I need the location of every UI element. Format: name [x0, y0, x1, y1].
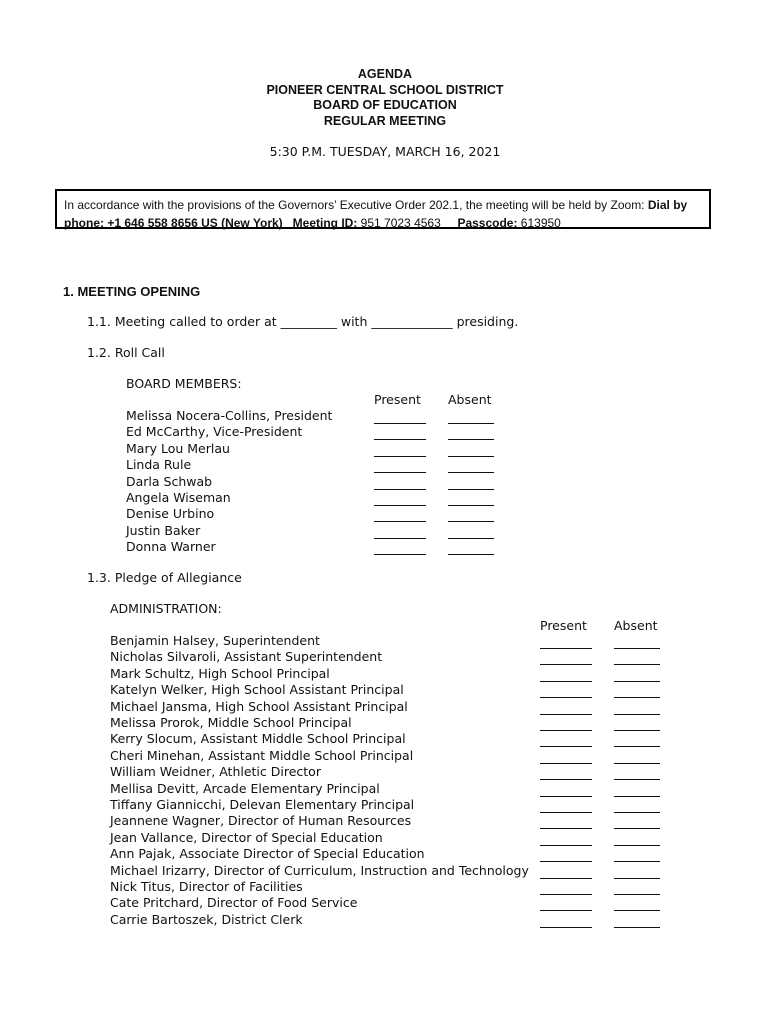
- attendee-name: Linda Rule: [126, 457, 192, 473]
- present-blank: [540, 910, 592, 911]
- absent-blank: [614, 861, 660, 862]
- attendee-name: Mellisa Devitt, Arcade Elementary Principal: [110, 780, 380, 796]
- attendee-name: Kerry Slocum, Assistant Middle School Principal: [110, 731, 406, 747]
- absent-blank: [614, 648, 660, 649]
- attendee-name: William Weidner, Athletic Director: [110, 764, 321, 780]
- present-blank: [540, 730, 592, 731]
- present-blank: [540, 697, 592, 698]
- present-blank: [540, 648, 592, 649]
- attendee-name: Mary Lou Merlau: [126, 440, 230, 456]
- attendee-name: Michael Jansma, High School Assistant Principal: [110, 698, 408, 714]
- absent-blank: [614, 779, 660, 780]
- item-roll-call: 1.2. Roll Call: [87, 345, 165, 360]
- absent-blank: [448, 456, 494, 457]
- attendee-name: Jeannene Wagner, Director of Human Resources: [110, 813, 412, 829]
- present-blank: [540, 681, 592, 682]
- absent-blank: [614, 763, 660, 764]
- dial-info: Dial by phone: +1 646 558 8656 US (New York): [64, 198, 688, 230]
- absent-blank: [614, 664, 660, 665]
- present-blank: [374, 538, 426, 539]
- attendee-name: Michael Irizarry, Director of Curriculum, Instruction and Technology: [110, 862, 529, 878]
- present-blank: [540, 796, 592, 797]
- present-blank: [540, 763, 592, 764]
- absent-blank: [614, 927, 660, 928]
- absent-blank: [614, 845, 660, 846]
- present-blank: [374, 554, 426, 555]
- absent-blank: [614, 796, 660, 797]
- section-meeting-opening: 1. MEETING OPENING: [63, 284, 201, 299]
- passcode-value: 613950: [517, 216, 561, 230]
- present-blank: [540, 812, 592, 813]
- admin-present-label: Present: [540, 618, 587, 633]
- absent-blank: [614, 746, 660, 747]
- absent-blank: [614, 878, 660, 879]
- attendee-name: Denise Urbino: [126, 506, 215, 522]
- item-pledge: 1.3. Pledge of Allegiance: [87, 570, 242, 585]
- board-name: BOARD OF EDUCATION: [313, 98, 457, 112]
- attendee-name: Ann Pajak, Associate Director of Special Education: [110, 846, 425, 862]
- board-absent-label: Absent: [448, 392, 492, 407]
- absent-blank: [448, 439, 494, 440]
- absent-blank: [448, 489, 494, 490]
- absent-blank: [614, 714, 660, 715]
- present-blank: [374, 521, 426, 522]
- absent-blank: [614, 894, 660, 895]
- absent-blank: [614, 697, 660, 698]
- present-blank: [540, 664, 592, 665]
- present-blank: [374, 472, 426, 473]
- attendee-name: Melissa Prorok, Middle School Principal: [110, 715, 352, 730]
- board-members-heading: BOARD MEMBERS:: [126, 376, 242, 391]
- present-blank: [540, 714, 592, 715]
- attendee-name: Justin Baker: [126, 522, 201, 538]
- attendee-name: Carrie Bartoszek, District Clerk: [110, 911, 303, 927]
- absent-blank: [448, 505, 494, 506]
- meeting-type: REGULAR MEETING: [323, 114, 447, 128]
- absent-blank: [614, 910, 660, 911]
- present-blank: [540, 746, 592, 747]
- present-blank: [540, 828, 592, 829]
- present-blank: [540, 927, 592, 928]
- present-blank: [540, 894, 592, 895]
- present-blank: [374, 489, 426, 490]
- absent-blank: [448, 472, 494, 473]
- attendee-name: Angela Wiseman: [126, 490, 231, 505]
- attendee-name: Mark Schultz, High School Principal: [110, 665, 330, 681]
- admin-absent-label: Absent: [614, 618, 658, 633]
- board-present-label: Present: [374, 392, 421, 407]
- present-blank: [374, 456, 426, 457]
- item-call-to-order: 1.1. Meeting called to order at _________ with _____________ presiding.: [87, 314, 519, 329]
- absent-blank: [614, 828, 660, 829]
- present-blank: [374, 423, 426, 424]
- present-blank: [374, 505, 426, 506]
- absent-blank: [448, 538, 494, 539]
- absent-blank: [614, 681, 660, 682]
- attendee-name: Tiffany Giannicchi, Delevan Elementary Principal: [110, 797, 415, 812]
- absent-blank: [448, 521, 494, 522]
- absent-blank: [614, 730, 660, 731]
- present-blank: [540, 861, 592, 862]
- present-blank: [374, 439, 426, 440]
- passcode-label: Passcode:: [457, 216, 518, 230]
- attendee-name: Benjamin Halsey, Superintendent: [110, 633, 320, 648]
- present-blank: [540, 878, 592, 879]
- attendee-name: Darla Schwab: [126, 473, 213, 489]
- absent-blank: [448, 423, 494, 424]
- meeting-time: 5:30 P.M. TUESDAY, MARCH 16, 2021: [269, 144, 501, 159]
- attendee-name: Nicholas Silvaroli, Assistant Superintendent: [110, 649, 383, 665]
- attendee-name: Ed McCarthy, Vice-President: [126, 424, 303, 440]
- attendee-name: Cate Pritchard, Director of Food Service: [110, 895, 358, 911]
- attendee-name: Cheri Minehan, Assistant Middle School Principal: [110, 747, 414, 763]
- present-blank: [540, 779, 592, 780]
- attendee-name: Nick Titus, Director of Facilities: [110, 879, 303, 894]
- administration-heading: ADMINISTRATION:: [110, 601, 222, 616]
- notice-text: In accordance with the provisions of the Governors’ Executive Order 202.1, the meeting will be held by Zoom:: [64, 198, 648, 212]
- absent-blank: [448, 554, 494, 555]
- zoom-notice-box: [55, 189, 711, 229]
- attendee-name: Melissa Nocera-Collins, President: [126, 408, 333, 423]
- attendee-name: Donna Warner: [126, 539, 216, 555]
- present-blank: [540, 845, 592, 846]
- meeting-id-label: Meeting ID:: [292, 216, 358, 230]
- agenda-title: AGENDA: [357, 67, 413, 81]
- meeting-id-value: 951 7023 4563: [357, 216, 441, 230]
- attendee-name: Katelyn Welker, High School Assistant Principal: [110, 682, 404, 698]
- absent-blank: [614, 812, 660, 813]
- district-name: PIONEER CENTRAL SCHOOL DISTRICT: [266, 83, 504, 97]
- attendee-name: Jean Vallance, Director of Special Education: [110, 829, 383, 845]
